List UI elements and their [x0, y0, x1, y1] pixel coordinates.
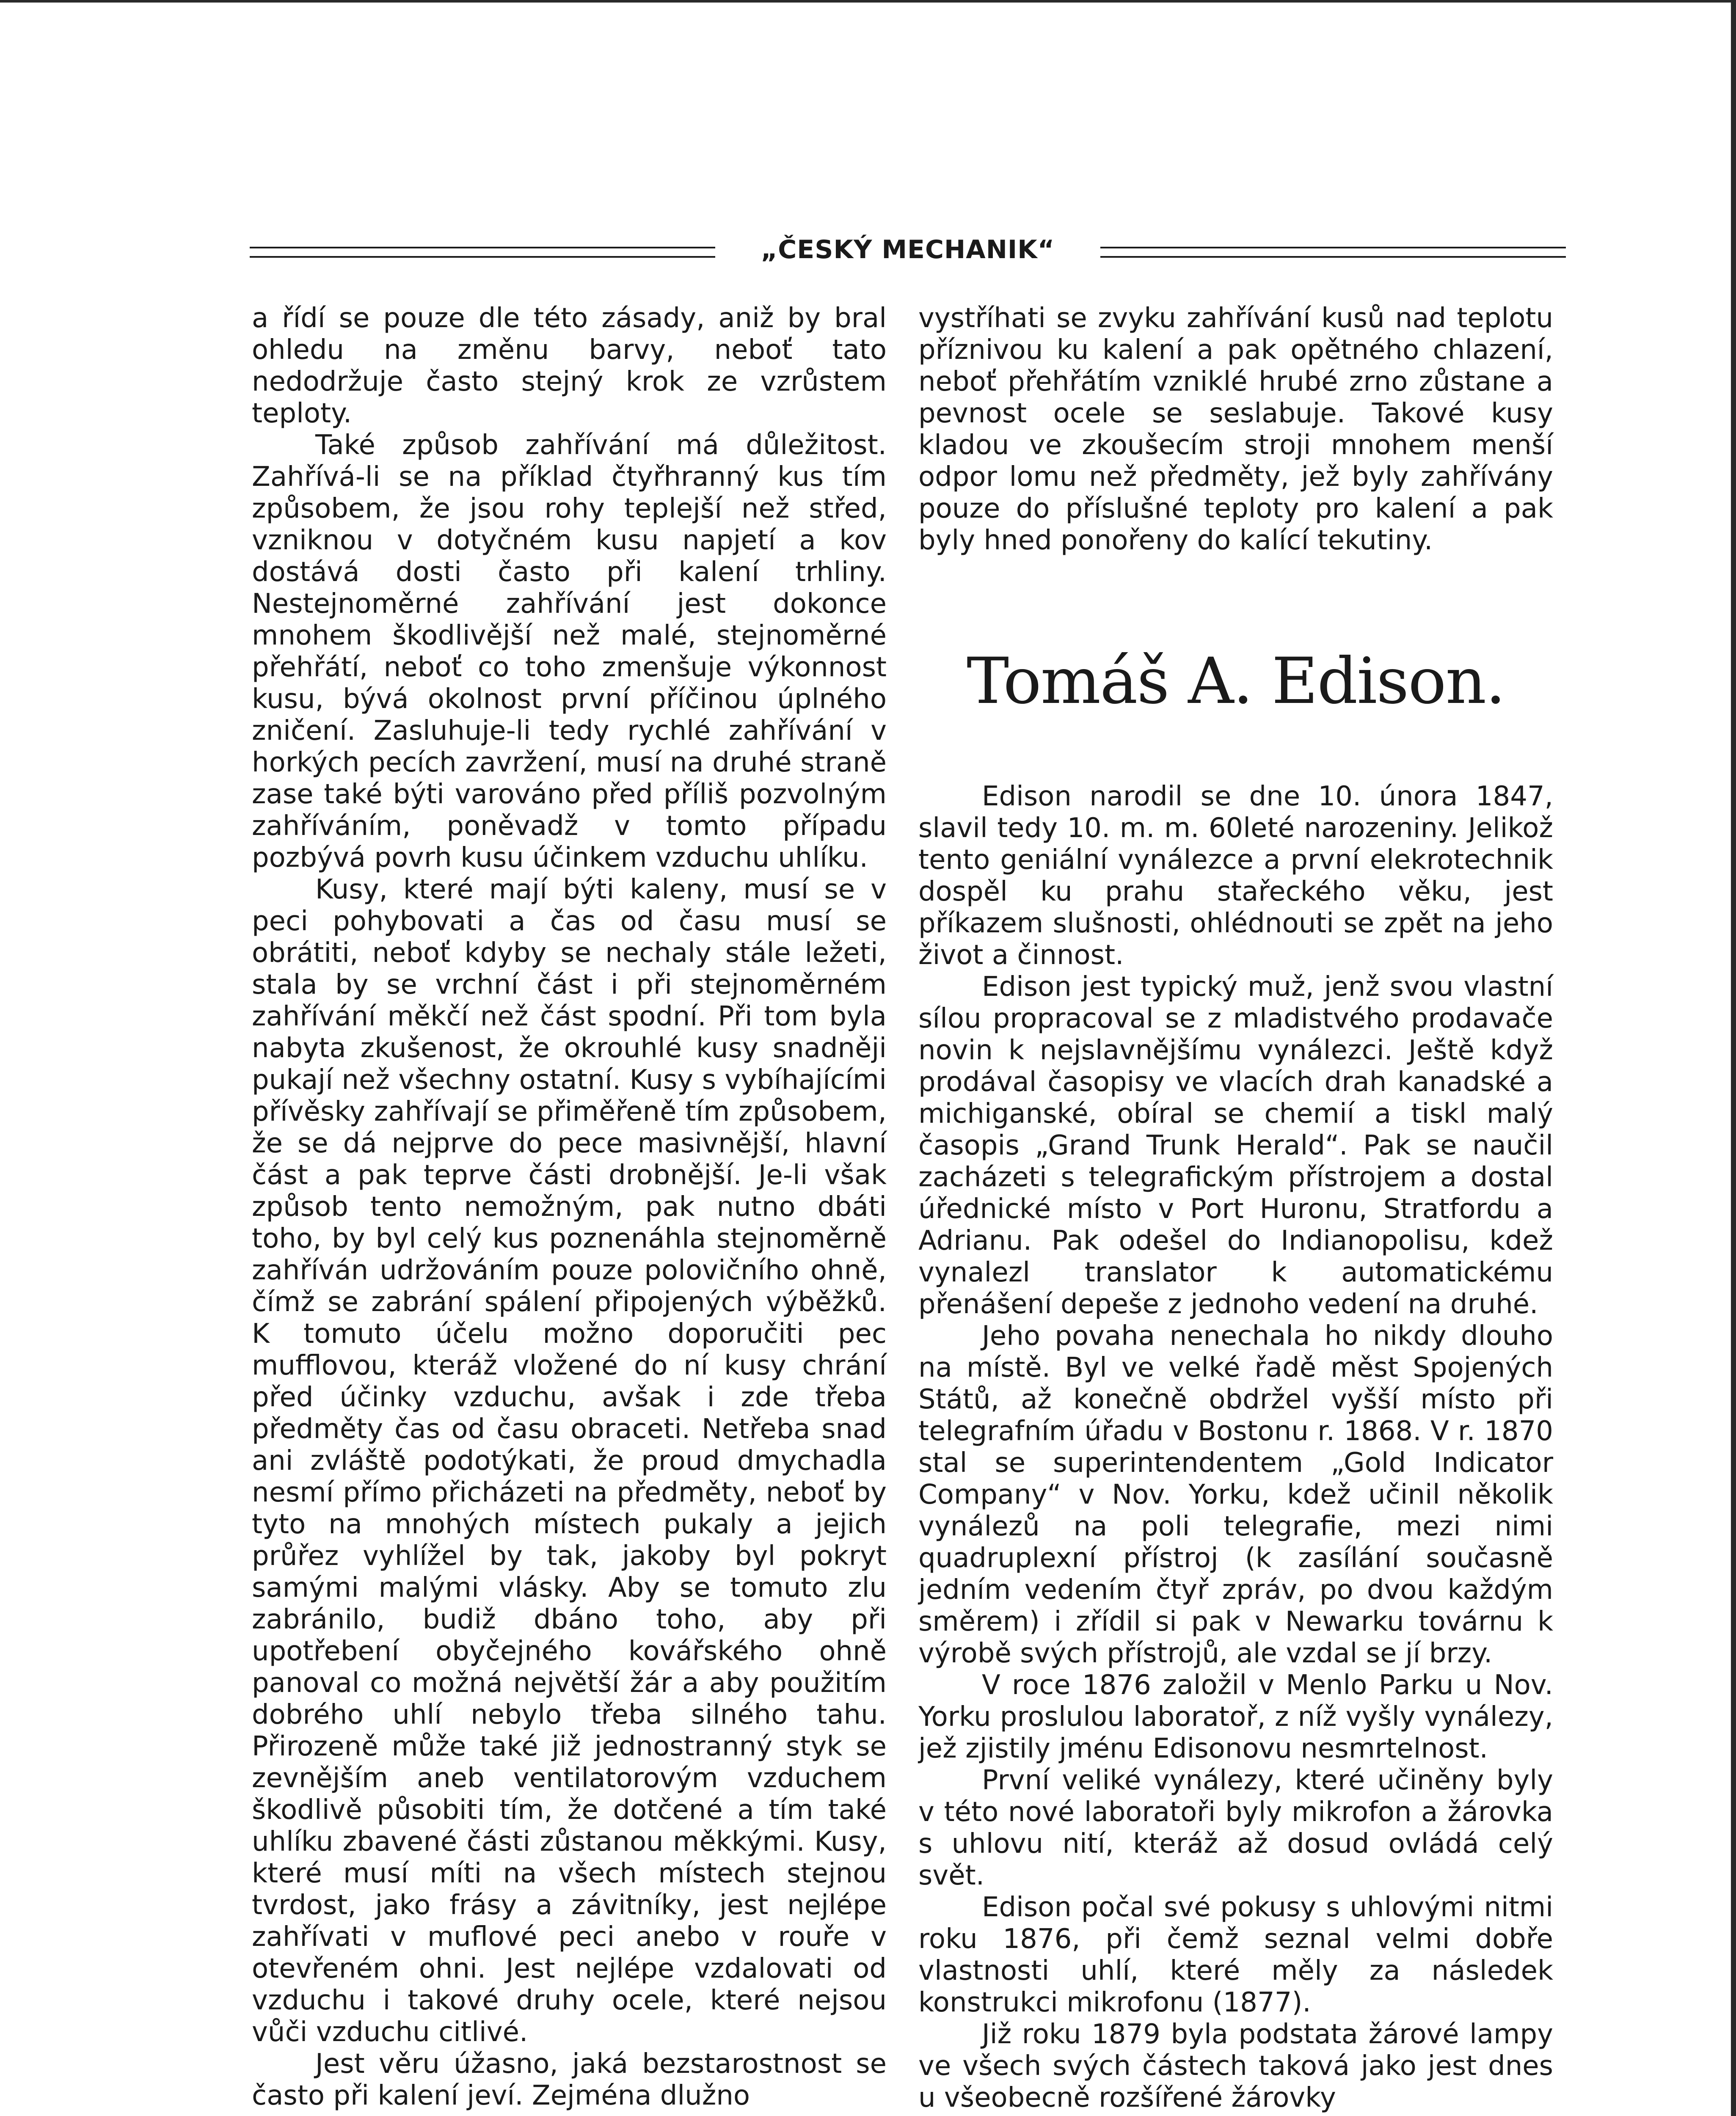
paragraph: Jeho povaha nenechala ho nikdy dlouho na místě. Byl ve velké řadě měst Spojených Států, až konečně obdržel vyšší místo při telegrafním úřadu v Bostonu r. 1868. V r. 1870 stal se superintendentem „Gold Indicator Company“ v Nov. Yorku, kdež učinil několik vynálezů na poli telegrafie, mezi nimi quadruplexní přístroj (k zasílání současně jedním vedením čtyř zpráv, po dvou každým směrem) i zřídil si pak v Newarku továrnu k výrobě svých přístrojů, ale vzdal se jí brzy. — [918, 1320, 1553, 1669]
paragraph: Edison počal své pokusy s uhlovými nitmi roku 1876, při čemž seznal velmi dobře vlastnosti uhlí, které měly za následek konstrukci mikrofonu (1877). — [918, 1892, 1553, 2018]
header-rule-right — [1100, 247, 1566, 258]
running-header — [250, 231, 1570, 269]
scan-border-right — [1731, 0, 1736, 2116]
left-column — [252, 303, 887, 2112]
paragraph: Edison jest typický muž, jenž svou vlastní sílou propracoval se z mladistvého prodavače novin k nejslavnějšímu vynálezci. Ještě když prodával časopisy ve vlacích drah kanadské a michiganské, obíral se chemií a tiskl malý časopis „Grand Trunk Herald“. Pak se naučil zacházeti s telegrafickým přístrojem a dostal úřednické místo v Port Huronu, Stratfordu a Adrianu. Pak odešel do Indianopolisu, kdež vynalezl translator k automatickému přenášení depeše z jednoho vedení na druhé. — [918, 971, 1553, 1320]
header-rule-left — [250, 247, 715, 258]
paragraph: a řídí se pouze dle této zásady, aniž by bral ohledu na změnu barvy, neboť tato nedodržuje často stejný krok ze vzrůstem teploty. — [252, 303, 887, 429]
right-column — [918, 303, 1553, 2114]
paragraph: Také způsob zahřívání má důležitost. Zahřívá-li se na příklad čtyřhranný kus tím způsobem, že jsou rohy teplejší než střed, vzniknou v dotyčném kusu napjetí a kov dostává dosti často při kalení trhliny. Nestejnoměrné zahřívání jest dokonce mnohem škodlivější než malé, stejnoměrné přehřátí, neboť co toho zmenšuje výkonnost kusu, bývá okolnost první příčinou úplného zničení. Zasluhuje-li tedy rychlé zahřívání v horkých pecích zavržení, musí na druhé straně zase také býti varováno před příliš pozvolným zahříváním, poněvadž v tomto případu pozbývá povrh kusu účinkem vzduchu uhlíku. — [252, 430, 887, 873]
paragraph: Edison narodil se dne 10. února 1847, slavil tedy 10. m. m. 60leté narozeniny. Jelikož tento geniální vynálezce a první elekrotechnik dospěl ku prahu stařeckého věku, jest příkazem slušnosti, ohlédnouti se zpět na jeho život a činnost. — [918, 781, 1553, 971]
paragraph: vystříhati se zvyku zahřívání kusů nad teplotu příznivou ku kalení a pak opětného chlazení, neboť přehřátím vzniklé hrubé zrno zůstane a pevnost ocele se seslabuje. Takové kusy kladou ve zkoušecím stroji mnohem menší odpor lomu než předměty, jež byly zahřívány pouze do příslušné teploty pro kalení a pak byly hned ponořeny do kalící tekutiny. — [918, 303, 1553, 556]
paragraph: První veliké vynálezy, které učiněny byly v této nové laboratoři byly mikrofon a žárovka s uhlovu nití, kteráž až dosud ovládá celý svět. — [918, 1765, 1553, 1891]
journal-title: „ČESKÝ MECHANIK“ — [761, 235, 1055, 264]
article-title: Tomáš A. Edison. — [967, 645, 1505, 718]
paragraph: Kusy, které mají býti kaleny, musí se v peci pohybovati a čas od času musí se obrátiti, neboť kdyby se nechaly stále ležeti, stala by se vrchní část i při stejnoměrném zahřívání měkčí než část spodní. Při tom byla nabyta zkušenost, že okrouhlé kusy snadněji pukají než všechny ostatní. Kusy s vybíhajícími přívěsky zahřívají se přiměřeně tím způsobem, že se dá nejprve do pece masivnější, hlavní část a pak teprve části drobnější. Je-li však způsob tento nemožným, pak nutno dbáti toho, by byl celý kus poznenáhla stejnoměrně zahříván udržováním pouze polovičního ohně, čímž se zabrání spálení připojených výběžků. K tomuto účelu možno doporučiti pec mufflovou, kteráž vložené do ní kusy chrání před účinky vzduchu, avšak i zde třeba předměty čas od času obraceti. Netřeba snad ani zvláště podotýkati, že proud dmychadla nesmí přímo přicházeti na předměty, neboť by tyto na mnohých místech pukaly a jejich průřez vyhlížel by tak, jakoby byl pokryt samými malými vlásky. Aby se tomuto zlu zabránilo, budiž dbáno toho, aby při upotřebení obyčejného kovářského ohně panoval co možná největší žár a aby použitím dobrého uhlí nebylo třeba silného tahu. Přirozeně může také již jednostranný styk se zevnějším aneb ventilatorovým vzduchem škodlivě působiti tím, že dotčené a tím také uhlíku zbavené části zůstanou měkkými. Kusy, které musí míti na všech místech stejnou tvrdost, jako frásy a závitníky, jest nejlépe zahřívati v muflové peci anebo v rouře v otevřeném ohni. Jest nejlépe vzdalovati od vzduchu i takové druhy ocele, které nejsou vůči vzduchu citlivé. — [252, 874, 887, 2048]
paragraph: Jest věru úžasno, jaká bezstarostnost se často při kalení jeví. Zejména dlužno — [252, 2048, 887, 2111]
paragraph: V roce 1876 založil v Menlo Parku u Nov. Yorku proslulou laboratoř, z níž vyšly vynálezy, jež zjistily jménu Edisonovu nesmrtelnost. — [918, 1670, 1553, 1764]
paragraph: Již roku 1879 byla podstata žárové lampy ve všech svých částech taková jako jest dnes u všeobecně rozšířené žárovky — [918, 2019, 1553, 2113]
scan-border-top — [0, 0, 1736, 3]
